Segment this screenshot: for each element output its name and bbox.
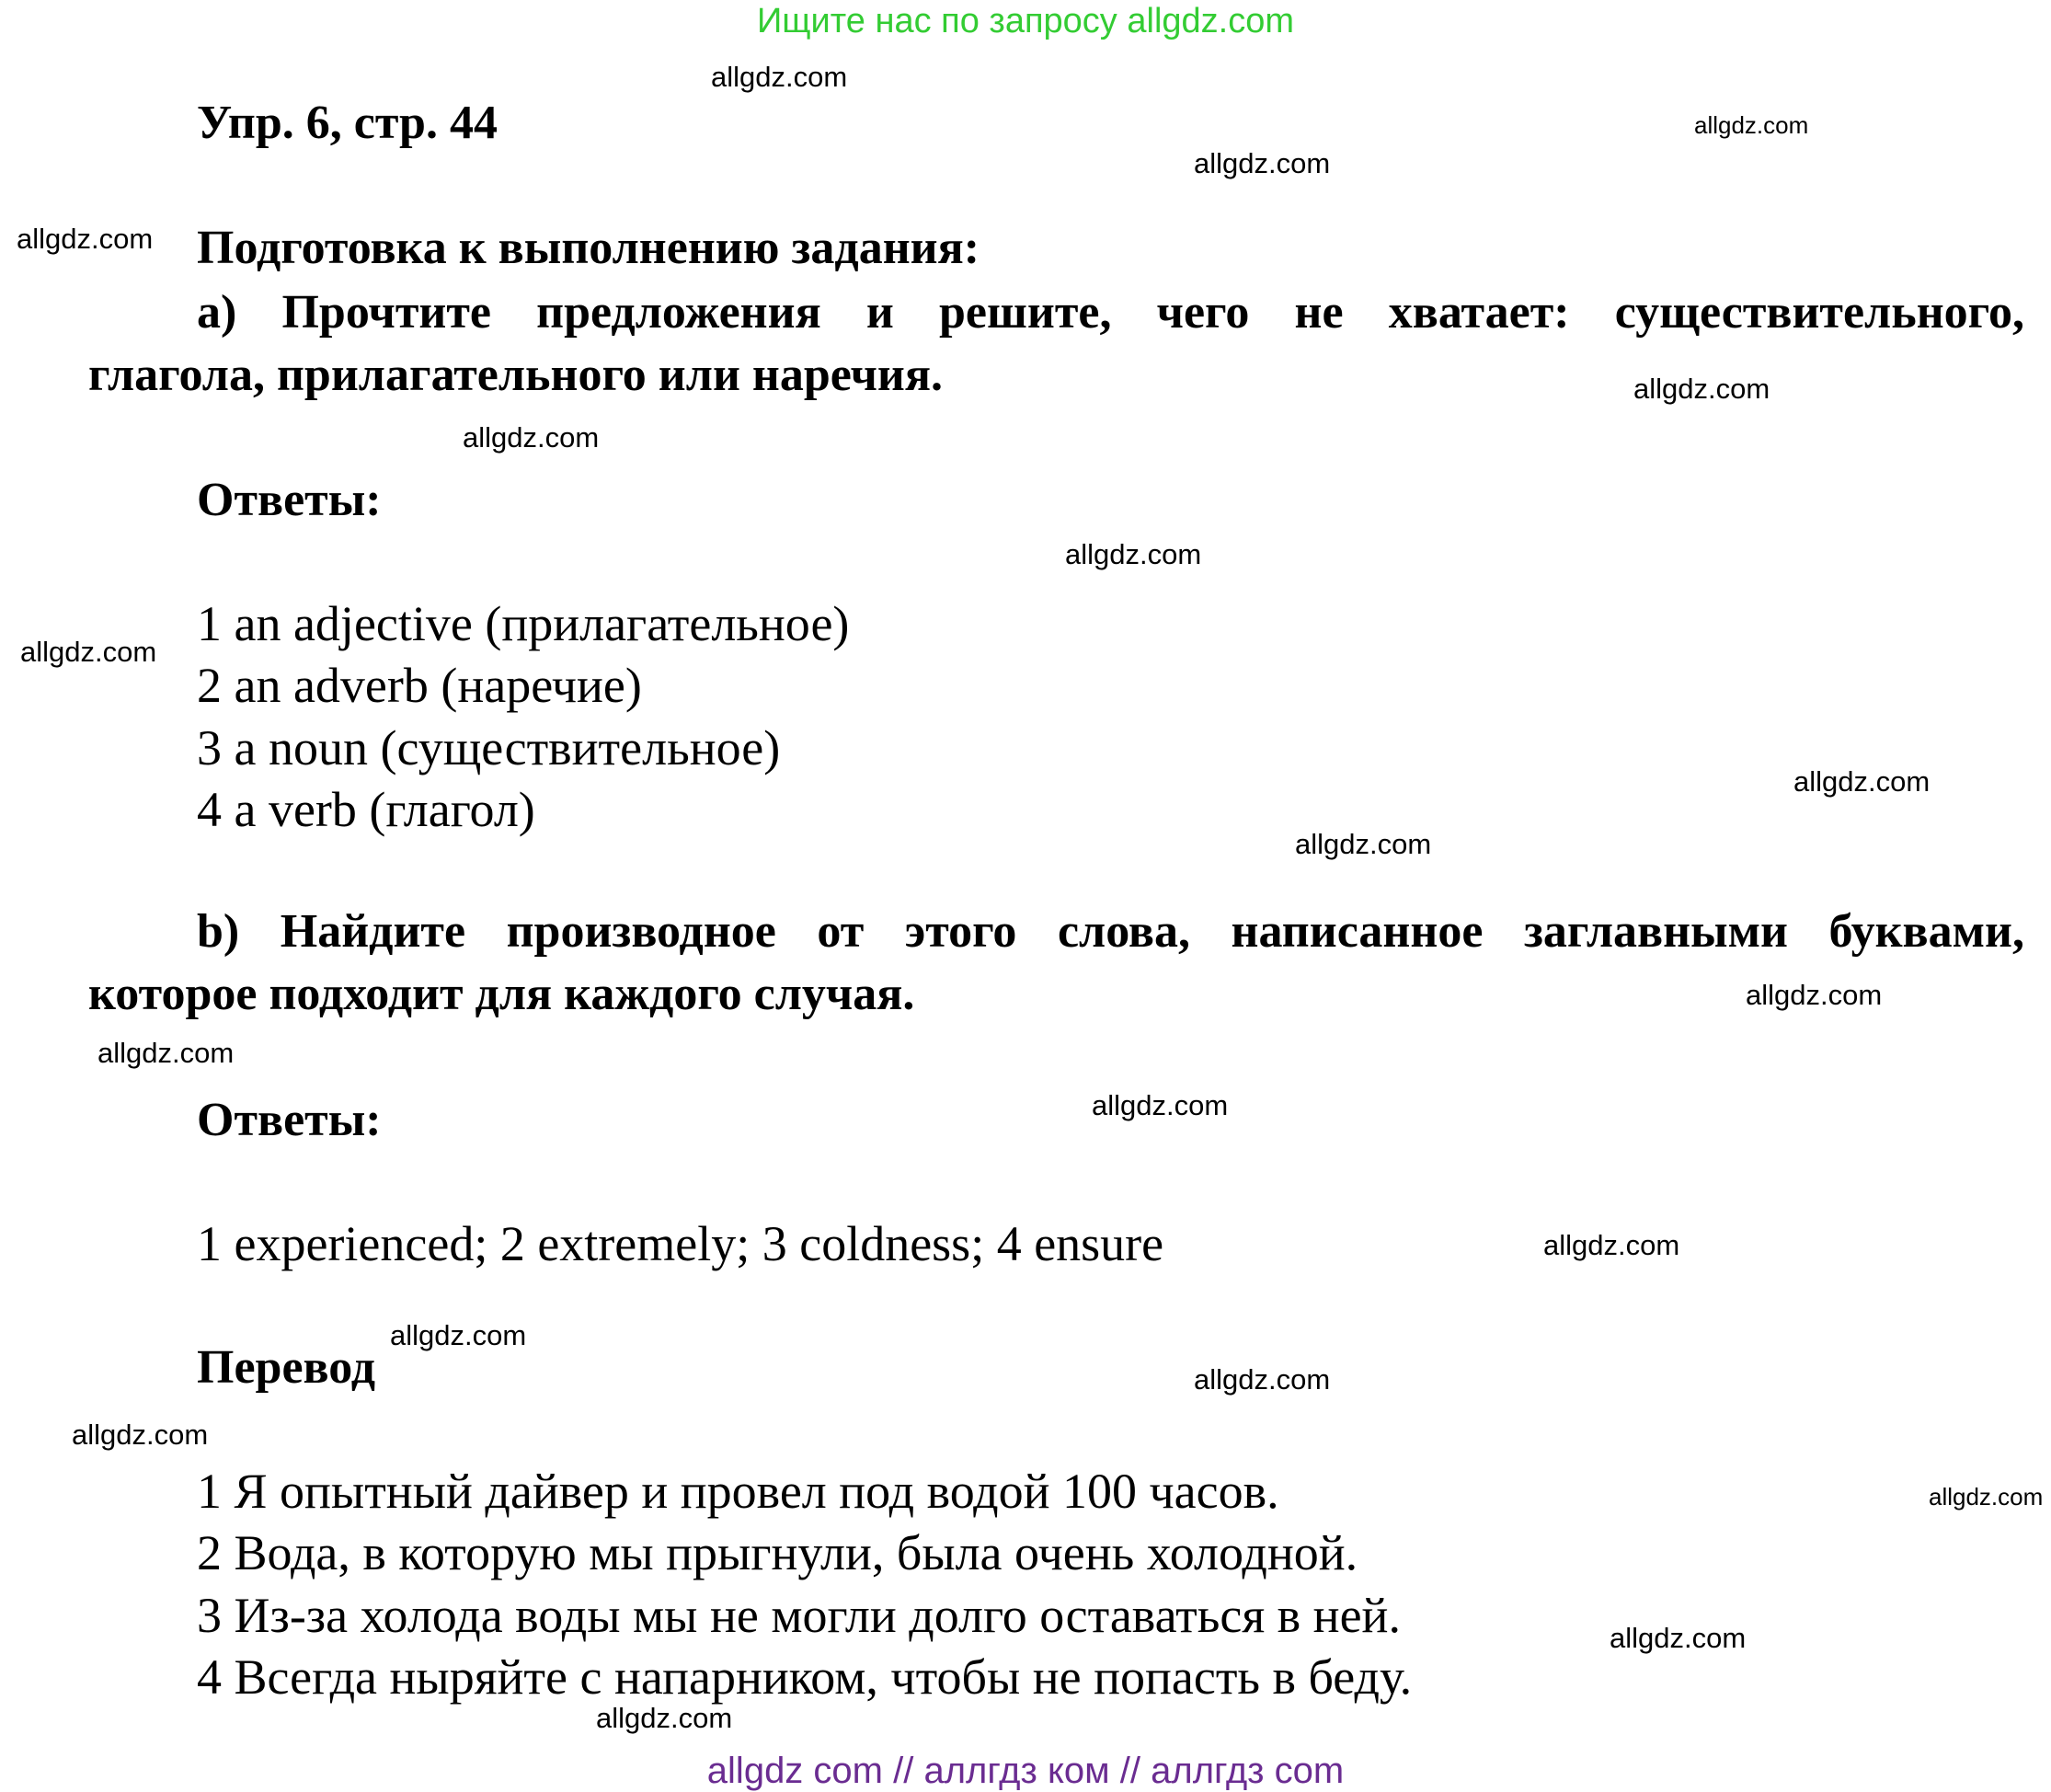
answer-a-1: 1 an adjective (прилагательное): [197, 596, 850, 651]
watermark: allgdz.com: [1543, 1229, 1680, 1261]
watermark: allgdz.com: [1633, 373, 1770, 405]
answers-heading-a: Ответы:: [197, 474, 382, 526]
translation-2: 2 Вода, в которую мы прыгнули, была очень холодной.: [197, 1525, 1358, 1580]
translation-heading: Перевод: [197, 1341, 376, 1394]
answers-heading-b: Ответы:: [197, 1094, 382, 1146]
task-b: [88, 901, 2024, 1026]
watermark: allgdz.com: [1793, 765, 1931, 798]
translation-1: 1 Я опытный дайвер и провел под водой 100 часов.: [197, 1464, 1279, 1519]
watermark: allgdz.com: [20, 636, 157, 668]
watermark: allgdz.com: [17, 223, 154, 255]
answer-a-3: 3 a noun (существительное): [197, 720, 781, 775]
watermark: allgdz.com: [1194, 1363, 1331, 1396]
watermark: allgdz.com: [72, 1419, 209, 1451]
task-b-line-2: которое подходит для каждого случая.: [88, 968, 915, 1020]
task-a-line-1: a) Прочтите предложения и решите, чего не хватает: существительного,: [197, 286, 2024, 339]
translation-4: 4 Всегда ныряйте с напарником, чтобы не попасть в беду.: [197, 1649, 1413, 1705]
watermark: allgdz.com: [1295, 828, 1432, 860]
watermark: allgdz.com: [1065, 538, 1202, 570]
task-b-line-1: b) Найдите производное от этого слова, написанное заглавными буквами,: [197, 905, 2024, 958]
watermark: allgdz.com: [1694, 111, 1809, 139]
watermark: allgdz.com: [463, 421, 600, 454]
preparation-heading: Подготовка к выполнению задания:: [197, 222, 980, 274]
watermark: allgdz.com: [390, 1319, 527, 1351]
bottom-banner: allgdz com // аллгдз ком // аллгдз com: [706, 1751, 1345, 1791]
answer-a-2: 2 an adverb (наречие): [197, 658, 642, 713]
watermark: allgdz.com: [596, 1702, 733, 1734]
watermark: allgdz.com: [1610, 1622, 1747, 1654]
watermark: allgdz.com: [1092, 1089, 1229, 1121]
watermark: allgdz.com: [1929, 1483, 2044, 1511]
answers-b-line: 1 experienced; 2 extremely; 3 coldness; 4 ensure: [197, 1216, 1164, 1271]
exercise-title: Упр. 6, стр. 44: [197, 97, 498, 149]
watermark: allgdz.com: [711, 61, 848, 93]
translation-3: 3 Из-за холода воды мы не могли долго оставаться в ней.: [197, 1588, 1401, 1643]
watermark: allgdz.com: [1194, 147, 1331, 179]
answer-a-4: 4 a verb (глагол): [197, 782, 535, 837]
top-banner: Ищите нас по запросу allgdz.com: [756, 2, 1294, 40]
watermark: allgdz.com: [97, 1037, 235, 1069]
watermark: allgdz.com: [1746, 979, 1883, 1011]
task-a-line-2: глагола, прилагательного или наречия.: [88, 349, 943, 401]
